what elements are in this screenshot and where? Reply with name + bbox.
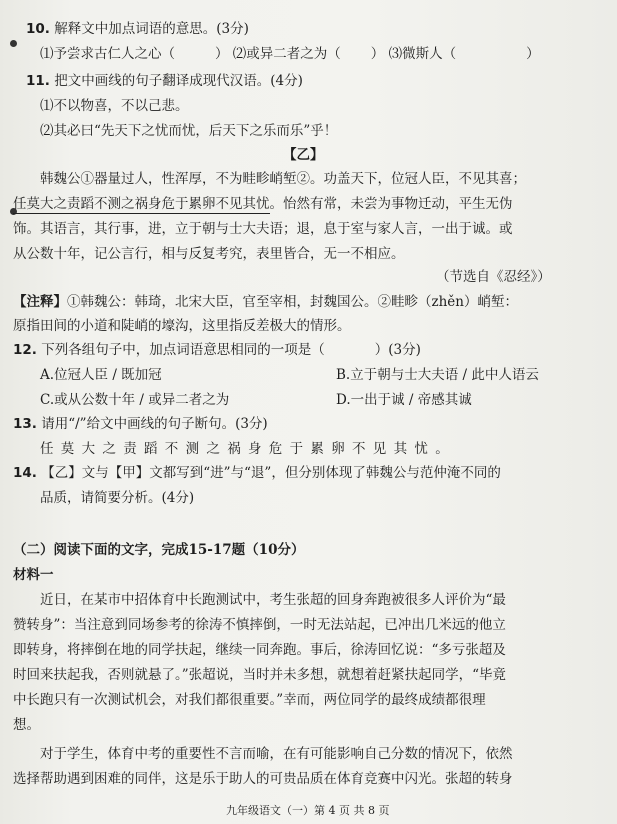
question-10 xyxy=(26,20,249,38)
notes xyxy=(13,293,518,311)
question-11-item-2: ⑵其必曰“先天下之忧而忧，后天下之乐而乐”乎！ xyxy=(40,123,338,139)
passage-line xyxy=(13,195,513,213)
question-prompt-cont: 品质，请简要分析。(4分) xyxy=(40,490,195,506)
paragraph-line: 中长跑只有一次测试机会，对我们都很重要。”幸而，两位同学的最终成绩都很理 xyxy=(13,692,486,708)
passage-line: 韩魏公①器量过人，性浑厚，不为畦畛峭堑②。功盖天下，位冠人臣，不见其喜； xyxy=(40,171,526,187)
item-2: ） ⑵或异二者之为（ xyxy=(215,46,341,62)
notes-text: ①韩魏公：韩琦，北宋大臣，官至宰相，封魏国公。②畦畛（zhěn）峭堑： xyxy=(67,294,518,310)
notes-text: 原指田间的小道和陡峭的壕沟，这里指反差极大的情形。 xyxy=(13,318,351,334)
paragraph-line: 想。 xyxy=(13,717,40,733)
item-1: ⑴予尝求古仁人之心（ xyxy=(40,46,175,62)
paragraph-line: 赞转身”：当注意到同场参考的徐涛不慎摔倒，一时无法站起，已冲出几米远的他立 xyxy=(13,617,506,633)
section-heading: （二）阅读下面的文字，完成15-17题（10分） xyxy=(13,542,305,558)
paragraph-line: 时回来扶起我，否则就悬了。”张超说，当时并未多想，就想着赶紧扶起同学，“毕竟 xyxy=(13,667,507,683)
passage-heading: 【乙】 xyxy=(283,147,324,163)
question-prompt: 请用“/”给文中画线的句子断句。(3分) xyxy=(41,416,268,432)
paragraph-line: 选择帮助遇到困难的同伴，这是乐于助人的可贵品质在体育竞赛中闪光。张超的转身 xyxy=(13,771,513,787)
question-prompt: 把文中画线的句子翻译成现代汉语。(4分) xyxy=(54,73,303,89)
question-10-items xyxy=(40,45,540,63)
question-prompt: 【乙】文与【甲】文都写到“进”与“退”，但分别体现了韩魏公与范仲淹不同的 xyxy=(41,465,501,481)
notes-label: 【注释】 xyxy=(13,294,67,310)
question-14 xyxy=(13,464,501,482)
passage-line: 饰。其语言，其行事，进，立于朝与士大夫语；退，息于室与家人言，一出于诚。或 xyxy=(13,221,513,237)
option-b: B.立于朝与士大夫语 / 此中人语云 xyxy=(336,367,539,383)
passage-text: 。怡然有常，未尝为事物迁动，平生无伪 xyxy=(269,196,513,212)
page-footer: 九年级语文（一）第 4 页 共 8 页 xyxy=(226,804,390,817)
material-label: 材料一 xyxy=(13,567,54,583)
question-number: 13. xyxy=(13,416,37,432)
question-11-item-1: ⑴不以物喜，不以己悲。 xyxy=(40,98,189,114)
question-11 xyxy=(26,72,303,90)
question-number: 10. xyxy=(26,21,50,37)
option-a: A.位冠人臣 / 既加冠 xyxy=(40,367,162,383)
question-12 xyxy=(13,341,421,359)
passage-source: （节选自《忍经》） xyxy=(436,269,551,285)
option-c: C.或从公数十年 / 或异二者之为 xyxy=(40,392,230,408)
item-3-close: ） xyxy=(526,46,540,62)
question-13 xyxy=(13,415,268,433)
binding-hole-mark xyxy=(10,40,17,47)
question-prompt: 下列各组句子中，加点词语意思相同的一项是（ xyxy=(41,342,325,358)
paragraph-line: 近日，在某市中招体育中长跑测试中，考生张超的回身奔跑被很多人评价为“最 xyxy=(40,592,506,608)
item-3: ） ⑶微斯人（ xyxy=(370,46,457,62)
question-number: 11. xyxy=(26,73,50,89)
sentence-to-punctuate: 任莫大之责蹈不测之祸身危于累卵不见其忧。 xyxy=(40,441,456,457)
question-number: 14. xyxy=(13,465,37,481)
paragraph-line: 对于学生，体育中考的重要性不言而喻，在有可能影响自己分数的情况下，依然 xyxy=(40,746,513,762)
paragraph-line: 即转身，将摔倒在地的同学扶起，继续一同奔跑。事后，徐涛回忆说：“多亏张超及 xyxy=(13,642,506,658)
question-prompt: 解释文中加点词语的意思。(3分) xyxy=(54,21,249,37)
underlined-sentence: 任莫大之责蹈不测之祸身危于累卵不见其忧 xyxy=(13,196,270,212)
question-number: 12. xyxy=(13,342,37,358)
passage-line: 从公数十年，记公言行，相与反复考究，表里皆合，无一不相应。 xyxy=(13,246,405,262)
option-d: D.一出于诚 / 帝感其诚 xyxy=(336,392,472,408)
question-score: ）(3分) xyxy=(374,342,421,358)
